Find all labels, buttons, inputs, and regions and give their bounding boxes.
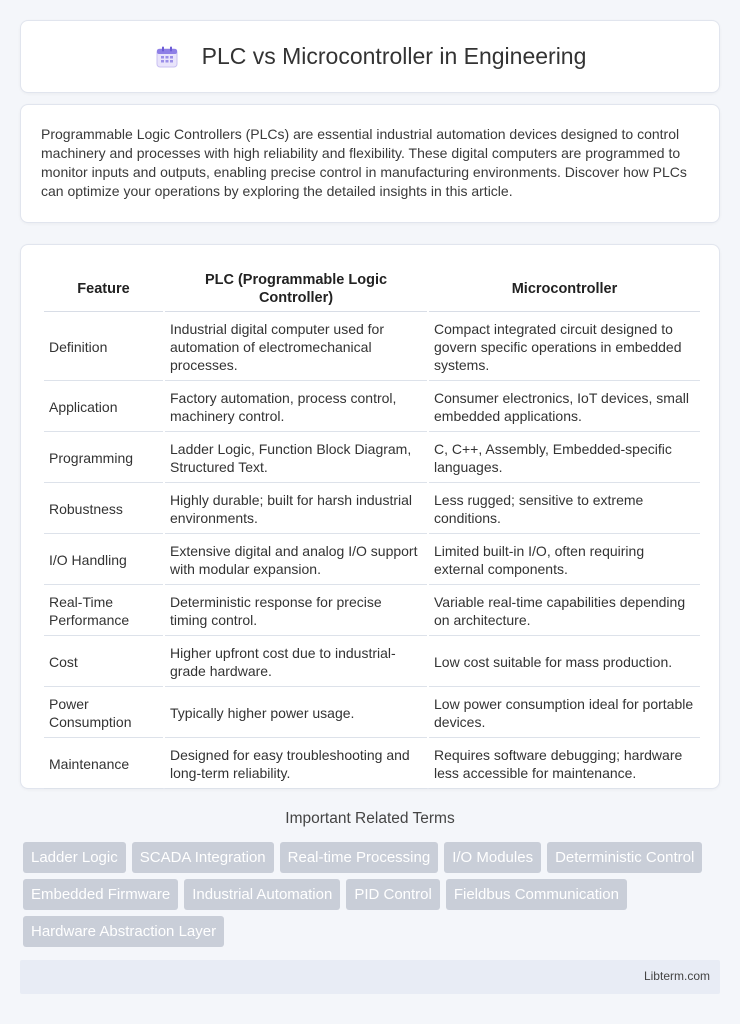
table-row bbox=[44, 587, 700, 636]
related-terms-list bbox=[23, 842, 723, 953]
table-row bbox=[44, 740, 700, 789]
footer-site-link[interactable]: Libterm.com bbox=[643, 969, 710, 983]
cell-microcontroller: C, C++, Assembly, Embedded-specific languages. bbox=[429, 434, 700, 483]
table-row bbox=[44, 314, 700, 381]
cell-plc: Deterministic response for precise timing control. bbox=[165, 587, 427, 636]
cell-microcontroller: Compact integrated circuit designed to govern specific operations in embedded systems. bbox=[429, 314, 700, 381]
cell-feature: Cost bbox=[44, 638, 163, 687]
cell-feature: Power Consumption bbox=[44, 689, 163, 738]
table-row bbox=[44, 638, 700, 687]
title-wrap bbox=[154, 43, 587, 70]
header-feature: Feature bbox=[44, 267, 163, 312]
footer bbox=[20, 960, 720, 994]
table-row bbox=[44, 485, 700, 534]
intro-text: Programmable Logic Controllers (PLCs) are essential industrial automation devices designed to control machinery and processes with high reliability and flexibility. These digital computers are programmed to monitor inputs and outputs, enabling precise control in manufacturing environments. Discover how PLCs can optimize your operations by exploring the detailed insights in this article. bbox=[41, 126, 687, 199]
cell-feature: I/O Handling bbox=[44, 536, 163, 585]
header-card bbox=[20, 20, 720, 93]
cell-microcontroller: Limited built-in I/O, often requiring external components. bbox=[429, 536, 700, 585]
cell-microcontroller: Consumer electronics, IoT devices, small embedded applications. bbox=[429, 383, 700, 432]
cell-plc: Typically higher power usage. bbox=[165, 689, 427, 738]
cell-microcontroller: Low cost suitable for mass production. bbox=[429, 638, 700, 687]
related-term-tag[interactable]: Hardware Abstraction Layer bbox=[23, 916, 224, 947]
related-term-tag[interactable]: Deterministic Control bbox=[547, 842, 702, 873]
related-term-tag[interactable]: Ladder Logic bbox=[23, 842, 126, 873]
calendar-icon bbox=[154, 44, 180, 70]
related-term-tag[interactable]: Fieldbus Communication bbox=[446, 879, 627, 910]
cell-feature: Application bbox=[44, 383, 163, 432]
related-term-tag[interactable]: PID Control bbox=[346, 879, 440, 910]
table-row bbox=[44, 689, 700, 738]
cell-microcontroller: Variable real-time capabilities depending on architecture. bbox=[429, 587, 700, 636]
related-term-tag[interactable]: SCADA Integration bbox=[132, 842, 274, 873]
cell-microcontroller: Requires software debugging; hardware less accessible for maintenance. bbox=[429, 740, 700, 789]
intro-card bbox=[20, 104, 720, 223]
cell-feature: Programming bbox=[44, 434, 163, 483]
cell-plc: Extensive digital and analog I/O support with modular expansion. bbox=[165, 536, 427, 585]
related-term-tag[interactable]: Embedded Firmware bbox=[23, 879, 178, 910]
related-term-tag[interactable]: Industrial Automation bbox=[184, 879, 340, 910]
related-term-tag[interactable]: I/O Modules bbox=[444, 842, 541, 873]
cell-plc: Designed for easy troubleshooting and long-term reliability. bbox=[165, 740, 427, 789]
cell-plc: Factory automation, process control, machinery control. bbox=[165, 383, 427, 432]
table-row bbox=[44, 434, 700, 483]
header-plc: PLC (Programmable Logic Controller) bbox=[165, 267, 427, 312]
page-title: PLC vs Microcontroller in Engineering bbox=[201, 43, 587, 69]
table-header-row bbox=[44, 267, 700, 312]
related-terms-title: Important Related Terms bbox=[285, 810, 455, 827]
related-term-tag[interactable]: Real-time Processing bbox=[280, 842, 439, 873]
cell-feature: Definition bbox=[44, 314, 163, 381]
cell-plc: Ladder Logic, Function Block Diagram, Structured Text. bbox=[165, 434, 427, 483]
table-row bbox=[44, 383, 700, 432]
cell-feature: Robustness bbox=[44, 485, 163, 534]
cell-microcontroller: Less rugged; sensitive to extreme conditions. bbox=[429, 485, 700, 534]
cell-feature: Real-Time Performance bbox=[44, 587, 163, 636]
cell-plc: Highly durable; built for harsh industrial environments. bbox=[165, 485, 427, 534]
cell-feature: Maintenance bbox=[44, 740, 163, 789]
comparison-table bbox=[42, 265, 702, 791]
cell-microcontroller: Low power consumption ideal for portable devices. bbox=[429, 689, 700, 738]
cell-plc: Higher upfront cost due to industrial-grade hardware. bbox=[165, 638, 427, 687]
comparison-table-card bbox=[20, 244, 720, 789]
cell-plc: Industrial digital computer used for automation of electromechanical processes. bbox=[165, 314, 427, 381]
header-microcontroller: Microcontroller bbox=[429, 267, 700, 312]
table-row bbox=[44, 536, 700, 585]
